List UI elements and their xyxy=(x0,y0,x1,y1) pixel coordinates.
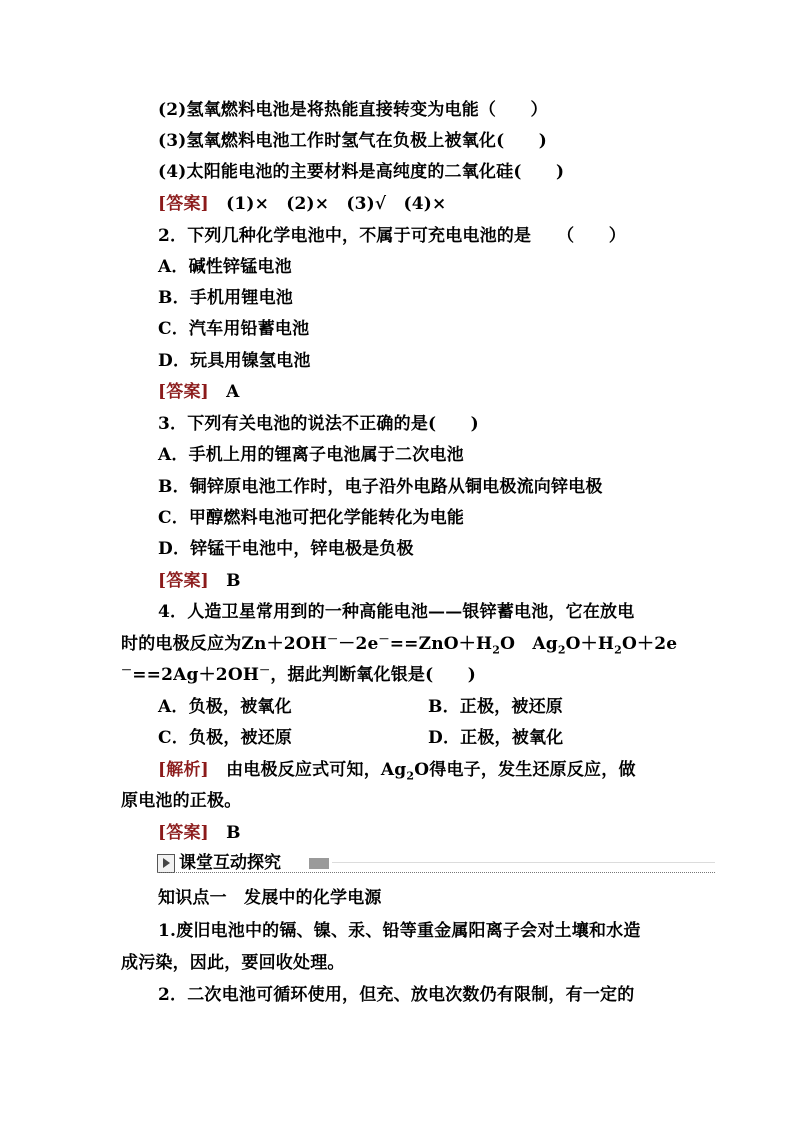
answer-4 xyxy=(158,822,241,844)
analysis-line-2: 原电池的正极。 xyxy=(121,791,242,811)
option-3c: C．甲醇燃料电池可把化学能转化为电能 xyxy=(158,508,465,528)
option-2c: C．汽车用铅蓄电池 xyxy=(158,319,310,339)
section-header xyxy=(157,852,715,874)
analysis-tag: [解析] xyxy=(158,760,209,780)
statement-2: (2)氢氧燃料电池是将热能直接转变为电能（ ） xyxy=(158,100,548,120)
analysis-line-1: [解析] 由电极反应式可知，$Ag_2O$得电子，发生还原反应，做 xyxy=(158,760,636,783)
option-4c: C．负极，被还原 xyxy=(158,728,293,748)
paragraph-2-line-1: 2．二次电池可循环使用，但充、放电次数仍有限制，有一定的 xyxy=(158,985,635,1005)
answer-3 xyxy=(158,570,241,592)
statement-3: (3)氢氧燃料电池工作时氢气在负极上被氧化( ) xyxy=(158,131,548,151)
answer-2 xyxy=(158,381,239,403)
option-4d: D．正极，被氧化 xyxy=(428,728,564,748)
answer-text: B xyxy=(208,823,241,843)
option-3a: A．手机上用的锂离子电池属于二次电池 xyxy=(158,445,464,465)
question-4-line-1: 4．人造卫星常用到的一种高能电池——银锌蓄电池，它在放电 xyxy=(158,602,635,622)
answer-text: (1)× (2)× (3)√ (4)× xyxy=(208,194,447,214)
option-2b: B．手机用锂电池 xyxy=(158,288,293,308)
answer-1 xyxy=(158,193,446,215)
options-4-row-1 xyxy=(158,696,292,718)
header-decoration xyxy=(309,858,329,869)
answer-tag: [答案] xyxy=(158,571,209,591)
option-2d: D．玩具用镍氢电池 xyxy=(158,351,311,371)
question-2: 2．下列几种化学电池中，不属于可充电电池的是 （ ） xyxy=(158,226,626,246)
answer-text: A xyxy=(208,382,240,402)
question-4-line-2: 时的电极反应为$Zn+2OH^--2e^-==ZnO+H_2O$ $Ag_2O+H_2O+2e$ xyxy=(121,632,678,657)
answer-tag: [答案] xyxy=(158,823,209,843)
question-4-line-3: －==2Ag＋2OH－，据此判断氧化银是( ) xyxy=(121,663,476,685)
header-divider xyxy=(332,862,715,863)
answer-text: B xyxy=(208,571,241,591)
statement-4: (4)太阳能电池的主要材料是高纯度的二氧化硅( ) xyxy=(158,162,565,182)
play-arrow-icon xyxy=(157,854,175,873)
option-4a: A．负极，被氧化 xyxy=(158,697,292,717)
header-underline xyxy=(157,872,715,873)
paragraph-1-line-2: 成污染，因此，要回收处理。 xyxy=(121,953,345,973)
answer-tag: [答案] xyxy=(158,194,209,214)
option-3b: B．铜锌原电池工作时，电子沿外电路从铜电极流向锌电极 xyxy=(158,477,603,497)
answer-tag: [答案] xyxy=(158,382,209,402)
section-title: 课堂互动探究 xyxy=(179,853,281,873)
paragraph-1-line-1: 1.废旧电池中的镉、镍、汞、铅等重金属阳离子会对土壤和水造 xyxy=(158,921,641,941)
knowledge-point-heading: 知识点一 发展中的化学电源 xyxy=(158,888,382,908)
option-3d: D．锌锰干电池中，锌电极是负极 xyxy=(158,539,414,559)
option-2a: A．碱性锌锰电池 xyxy=(158,257,292,277)
question-3: 3．下列有关电池的说法不正确的是( ) xyxy=(158,414,479,434)
option-4b: B．正极，被还原 xyxy=(428,697,563,717)
